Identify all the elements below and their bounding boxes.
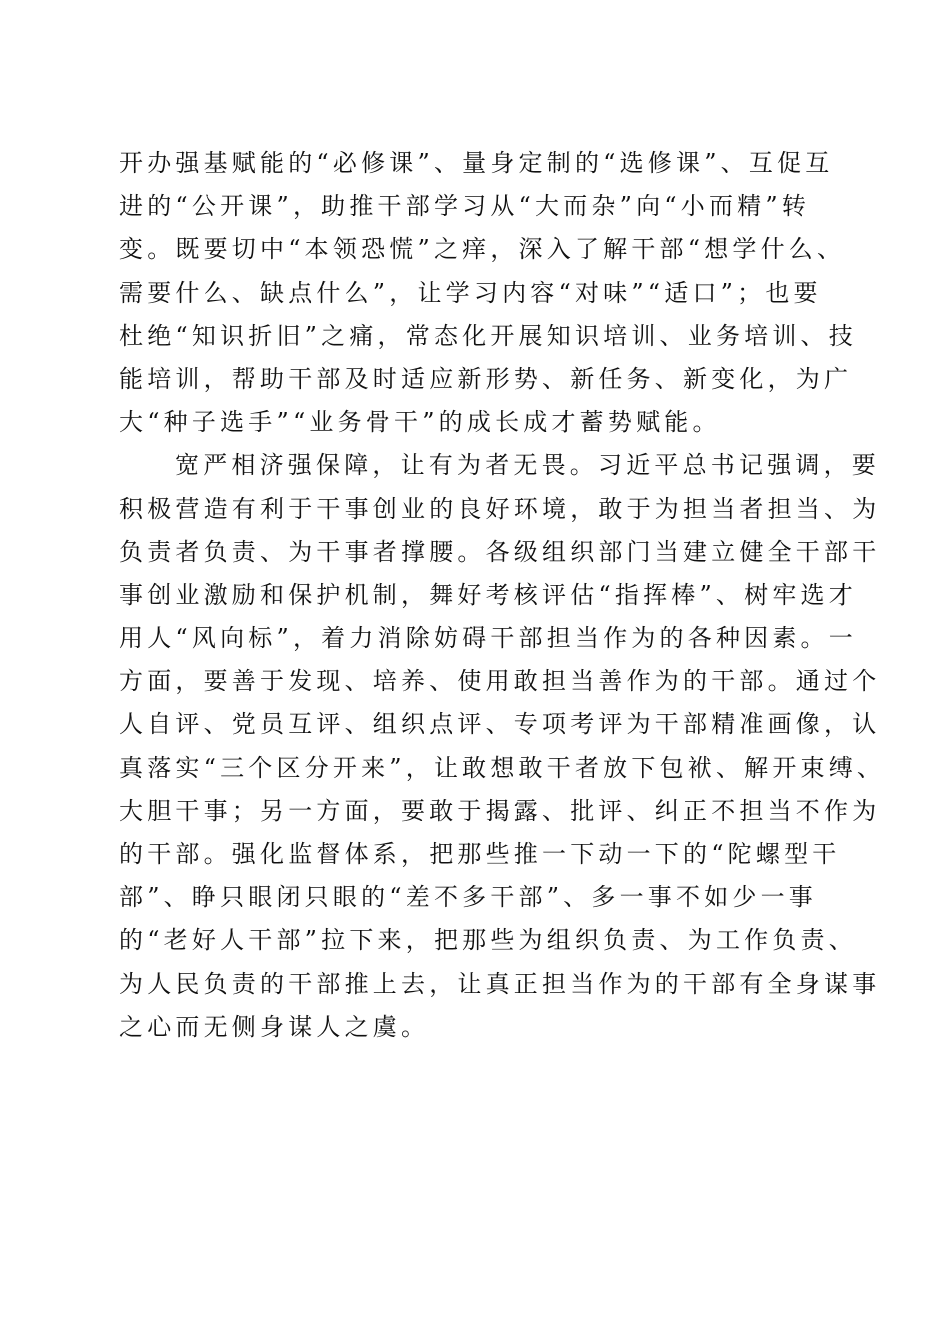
text-line: 变。既要切中“本领恐慌”之痒，深入了解干部“想学什么、 <box>119 235 846 264</box>
text-line-indented: 宽严相济强保障，让有为者无畏。习近平总书记强调，要 <box>175 451 880 480</box>
text-line: 开办强基赋能的“必修课”、量身定制的“选修课”、互促互 <box>119 149 834 177</box>
text-line: 用人“风向标”，着力消除妨碍干部担当作为的各种因素。一 <box>119 624 857 653</box>
text-line: 为人民负责的干部推上去，让真正担当作为的干部有全身谋事 <box>119 969 881 998</box>
text-line: 之心而无侧身谋人之虞。 <box>119 1012 430 1041</box>
text-line: 大“种子选手”“业务骨干”的成长成才蓄势赋能。 <box>119 408 721 437</box>
text-line: 部”、睁只眼闭只眼的“差不多干部”、多一事不如少一事 <box>119 883 818 912</box>
text-line: 大胆干事；另一方面，要敢于揭露、批评、纠正不担当不作为 <box>119 796 881 825</box>
text-line: 能培训，帮助干部及时适应新形势、新任务、新变化，为广 <box>119 364 853 393</box>
text-line: 的干部。强化监督体系，把那些推一下动一下的“陀螺型干 <box>119 840 841 868</box>
text-line: 真落实“三个区分开来”，让敢想敢干者放下包袱、解开束缚、 <box>119 753 886 782</box>
text-line: 的“老好人干部”拉下来，把那些为组织负责、为工作负责、 <box>119 926 857 955</box>
text-line: 需要什么、缺点什么”，让学习内容“对味”“适口”；也要 <box>119 278 822 307</box>
text-line: 杜绝“知识折旧”之痛，常态化开展知识培训、业务培训、技 <box>119 321 857 350</box>
text-line: 事创业激励和保护机制，舞好考核评估“指挥棒”、树牢选才 <box>119 580 857 609</box>
text-line: 负责者负责、为干事者撑腰。各级组织部门当建立健全干部干 <box>119 537 881 566</box>
body-text <box>119 142 886 1049</box>
text-line: 方面，要善于发现、培养、使用敢担当善作为的干部。通过个 <box>119 667 881 696</box>
text-line: 积极营造有利于干事创业的良好环境，敢于为担当者担当、为 <box>119 494 881 523</box>
text-line: 人自评、党员互评、组织点评、专项考评为干部精准画像，认 <box>119 710 881 739</box>
paragraph-2 <box>119 444 886 1049</box>
text-line: 进的“公开课”，助推干部学习从“大而杂”向“小而精”转 <box>119 192 811 221</box>
paragraph-1 <box>119 142 859 444</box>
